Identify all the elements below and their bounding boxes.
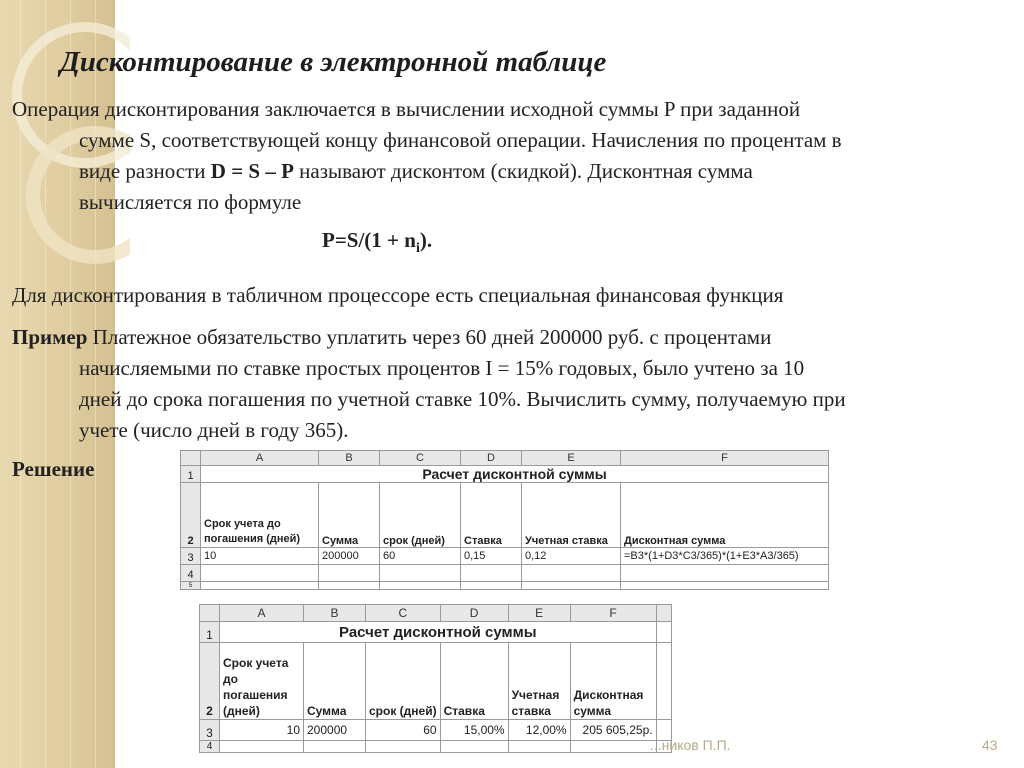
empty-cell[interactable]	[319, 565, 380, 582]
header-cell[interactable]: Сумма	[304, 643, 366, 720]
intro-line-3: виде разности D = S – P называют дисконтом (скидкой). Дисконтная сумма	[79, 159, 753, 183]
header-cell[interactable]: срок (дней)	[380, 483, 461, 548]
row-number[interactable]: 2	[200, 643, 220, 720]
corner-cell[interactable]	[181, 451, 201, 466]
column-header[interactable]: F	[621, 451, 829, 466]
row-number[interactable]: 1	[181, 466, 201, 483]
example-line-3: дней до срока погашения по учетной ставке 10%. Вычислить сумму, получаемую при	[79, 387, 846, 411]
empty-cell[interactable]	[380, 582, 461, 590]
result-cell[interactable]: 205 605,25р.	[570, 720, 656, 741]
intro-line-1: Операция дисконтирования заключается в вычислении исходной суммы P при заданной	[12, 97, 801, 121]
spreadsheet-formulas	[180, 450, 829, 590]
empty-cell[interactable]	[656, 622, 671, 643]
column-header[interactable]: D	[461, 451, 522, 466]
empty-cell[interactable]	[621, 582, 829, 590]
header-cell[interactable]: Срок учета до погашения (дней)	[220, 643, 304, 720]
column-header[interactable]: B	[304, 605, 366, 622]
column-header[interactable]: B	[319, 451, 380, 466]
discount-formula: $P=S/(1 + n_i)$.	[322, 228, 433, 257]
example-line-1: Пример Платежное обязательство уплатить через 60 дней 200000 руб. с процентами	[12, 325, 772, 349]
function-paragraph: Для дисконтирования в табличном процессоре есть специальная финансовая функция	[12, 283, 784, 307]
column-header[interactable]: F	[570, 605, 656, 622]
example-line-4: учете (число дней в году 365).	[79, 418, 349, 442]
data-cell[interactable]: 0,15	[461, 548, 522, 565]
intro-paragraph	[12, 94, 1012, 218]
empty-cell[interactable]	[522, 582, 621, 590]
row-number[interactable]: 1	[200, 622, 220, 643]
data-cell[interactable]: 200000	[319, 548, 380, 565]
row-number[interactable]: 4	[200, 741, 220, 753]
formula-cell[interactable]: =B3*(1+D3*C3/365)*(1+E3*A3/365)	[621, 548, 829, 565]
row-number[interactable]: 3	[181, 548, 201, 565]
empty-cell[interactable]	[656, 643, 671, 720]
row-number[interactable]: 3	[200, 720, 220, 741]
data-cell[interactable]: 60	[366, 720, 441, 741]
empty-cell[interactable]	[570, 741, 656, 753]
table-caption[interactable]: Расчет дисконтной суммы	[201, 466, 829, 483]
spreadsheet-values	[199, 604, 672, 753]
column-header[interactable]: D	[440, 605, 508, 622]
data-cell[interactable]: 12,00%	[508, 720, 570, 741]
column-header[interactable]: A	[220, 605, 304, 622]
intro-line-4: вычисляется по формуле	[79, 190, 302, 214]
data-cell[interactable]: 10	[201, 548, 319, 565]
empty-cell[interactable]	[380, 565, 461, 582]
solution-label: Решение	[12, 457, 95, 481]
column-header[interactable]: C	[366, 605, 441, 622]
header-cell[interactable]: Дисконтная сумма	[621, 483, 829, 548]
column-header-partial[interactable]	[656, 605, 671, 622]
empty-cell[interactable]	[366, 741, 441, 753]
slide-title: Дисконтирование в электронной таблице	[60, 46, 607, 78]
header-cell[interactable]: Срок учета до погашения (дней)	[201, 483, 319, 548]
example-paragraph	[12, 322, 1012, 446]
empty-cell[interactable]	[621, 565, 829, 582]
discount-definition: D = S – P	[210, 159, 294, 183]
header-cell[interactable]: Дисконтная сумма	[570, 643, 656, 720]
table-caption[interactable]: Расчет дисконтной суммы	[220, 622, 657, 643]
column-header[interactable]: E	[508, 605, 570, 622]
data-cell[interactable]: 0,12	[522, 548, 621, 565]
header-cell[interactable]: Ставка	[440, 643, 508, 720]
empty-cell[interactable]	[220, 741, 304, 753]
header-cell[interactable]: Учетная ставка	[508, 643, 570, 720]
data-cell[interactable]: 60	[380, 548, 461, 565]
empty-cell[interactable]	[508, 741, 570, 753]
data-cell[interactable]: 15,00%	[440, 720, 508, 741]
example-line-2: начисляемыми по ставке простых процентов I = 15% годовых, было учтено за 10	[79, 356, 805, 380]
example-label: Пример	[12, 325, 88, 349]
column-header[interactable]: E	[522, 451, 621, 466]
footer-author: ...ников П.П.	[650, 737, 731, 753]
empty-cell[interactable]	[522, 565, 621, 582]
empty-cell[interactable]	[319, 582, 380, 590]
intro-line-2: сумме S, соответствующей концу финансовой операции. Начисления по процентам в	[79, 128, 842, 152]
column-header[interactable]: A	[201, 451, 319, 466]
empty-cell[interactable]	[461, 565, 522, 582]
empty-cell[interactable]	[201, 565, 319, 582]
corner-cell[interactable]	[200, 605, 220, 622]
empty-cell[interactable]	[201, 582, 319, 590]
column-header[interactable]: C	[380, 451, 461, 466]
header-cell[interactable]: Ставка	[461, 483, 522, 548]
row-number[interactable]: 5	[181, 582, 201, 590]
data-cell[interactable]: 200000	[304, 720, 366, 741]
data-cell[interactable]: 10	[220, 720, 304, 741]
header-cell[interactable]: Учетная ставка	[522, 483, 621, 548]
header-cell[interactable]: Сумма	[319, 483, 380, 548]
empty-cell[interactable]	[304, 741, 366, 753]
header-cell[interactable]: срок (дней)	[366, 643, 441, 720]
slide-number: 43	[982, 737, 998, 753]
empty-cell[interactable]	[440, 741, 508, 753]
empty-cell[interactable]	[461, 582, 522, 590]
row-number[interactable]: 2	[181, 483, 201, 548]
row-number[interactable]: 4	[181, 565, 201, 582]
